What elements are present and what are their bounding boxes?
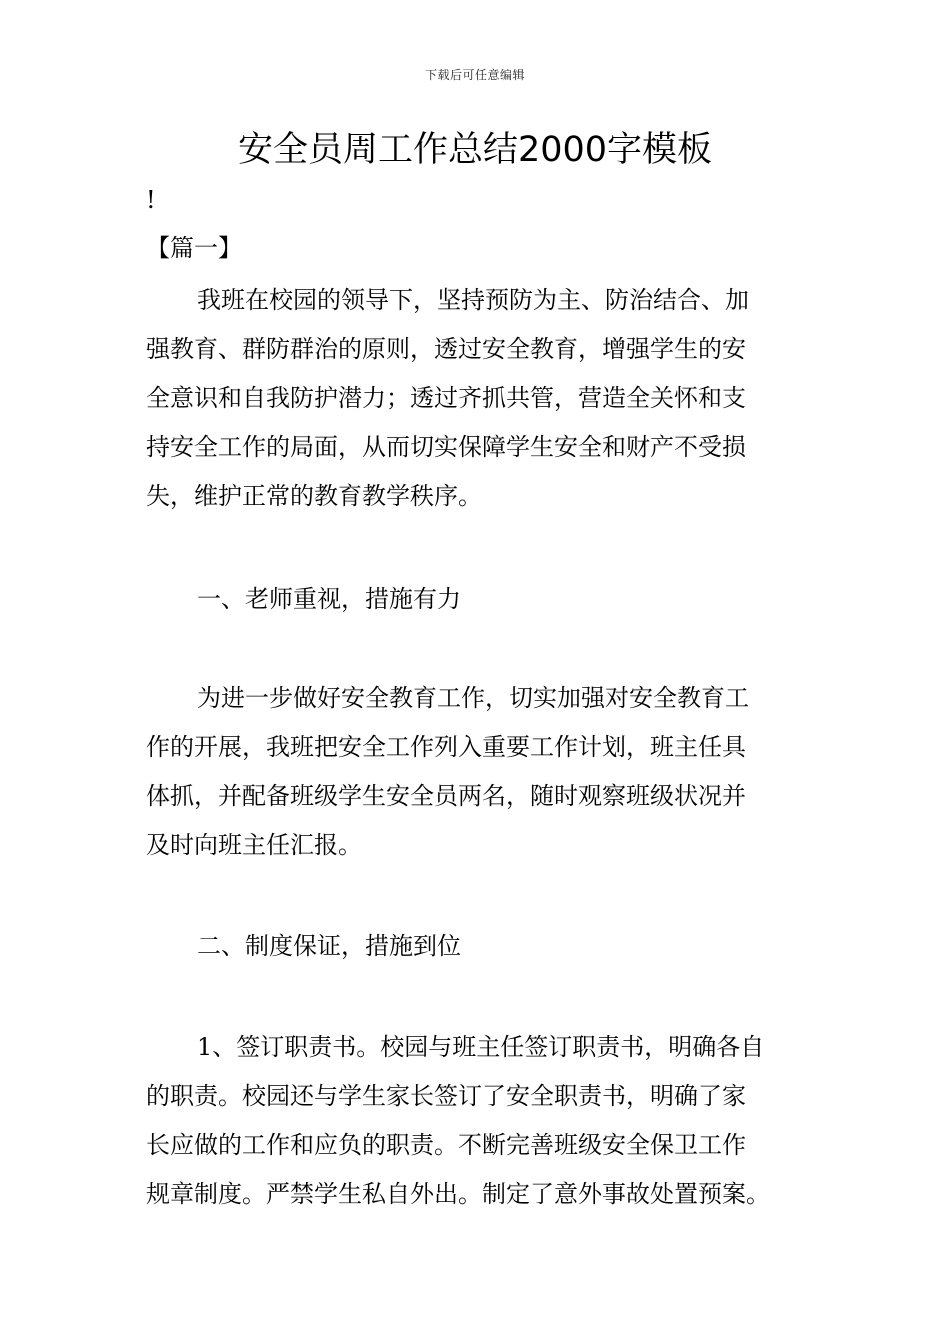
paragraph-line: 失，维护正常的教育教学秩序。: [146, 482, 482, 510]
paragraph-line: 持安全工作的局面，从而切实保障学生安全和财产不受损: [146, 433, 746, 461]
document-title: 安全员周工作总结2000字模板: [237, 130, 713, 170]
paragraph-line: 1、签订职责书。校园与班主任签订职责书，明确各自: [197, 1033, 765, 1061]
exclamation-mark: !: [146, 186, 156, 214]
section-heading-1: 一、老师重视，措施有力: [197, 585, 461, 613]
paragraph-line: 规章制度。严禁学生私自外出。制定了意外事故处置预案。: [146, 1180, 770, 1208]
paragraph-line: 全意识和自我防护潜力；透过齐抓共管，营造全关怀和支: [146, 384, 746, 412]
paragraph-line: 体抓，并配备班级学生安全员两名，随时观察班级状况并: [146, 782, 746, 810]
section-heading-2: 二、制度保证，措施到位: [197, 932, 461, 960]
paragraph-line: 长应做的工作和应负的职责。不断完善班级安全保卫工作: [146, 1131, 746, 1159]
paragraph-section-1: [146, 674, 806, 870]
part-label: 【篇一】: [146, 234, 242, 262]
paragraph-line: 的职责。校园还与学生家长签订了安全职责书，明确了家: [146, 1082, 746, 1110]
paragraph-section-2: [146, 1023, 806, 1219]
paragraph-line: 及时向班主任汇报。: [146, 831, 362, 859]
paragraph-line: 为进一步做好安全教育工作，切实加强对安全教育工: [197, 684, 749, 712]
paragraph-line: 强教育、群防群治的原则，透过安全教育，增强学生的安: [146, 335, 746, 363]
paragraph-line: 我班在校园的领导下，坚持预防为主、防治结合、加: [197, 286, 749, 314]
paragraph-intro: [146, 276, 806, 521]
header-note: 下载后可任意编辑: [424, 68, 525, 82]
paragraph-line: 作的开展，我班把安全工作列入重要工作计划，班主任具: [146, 733, 746, 761]
